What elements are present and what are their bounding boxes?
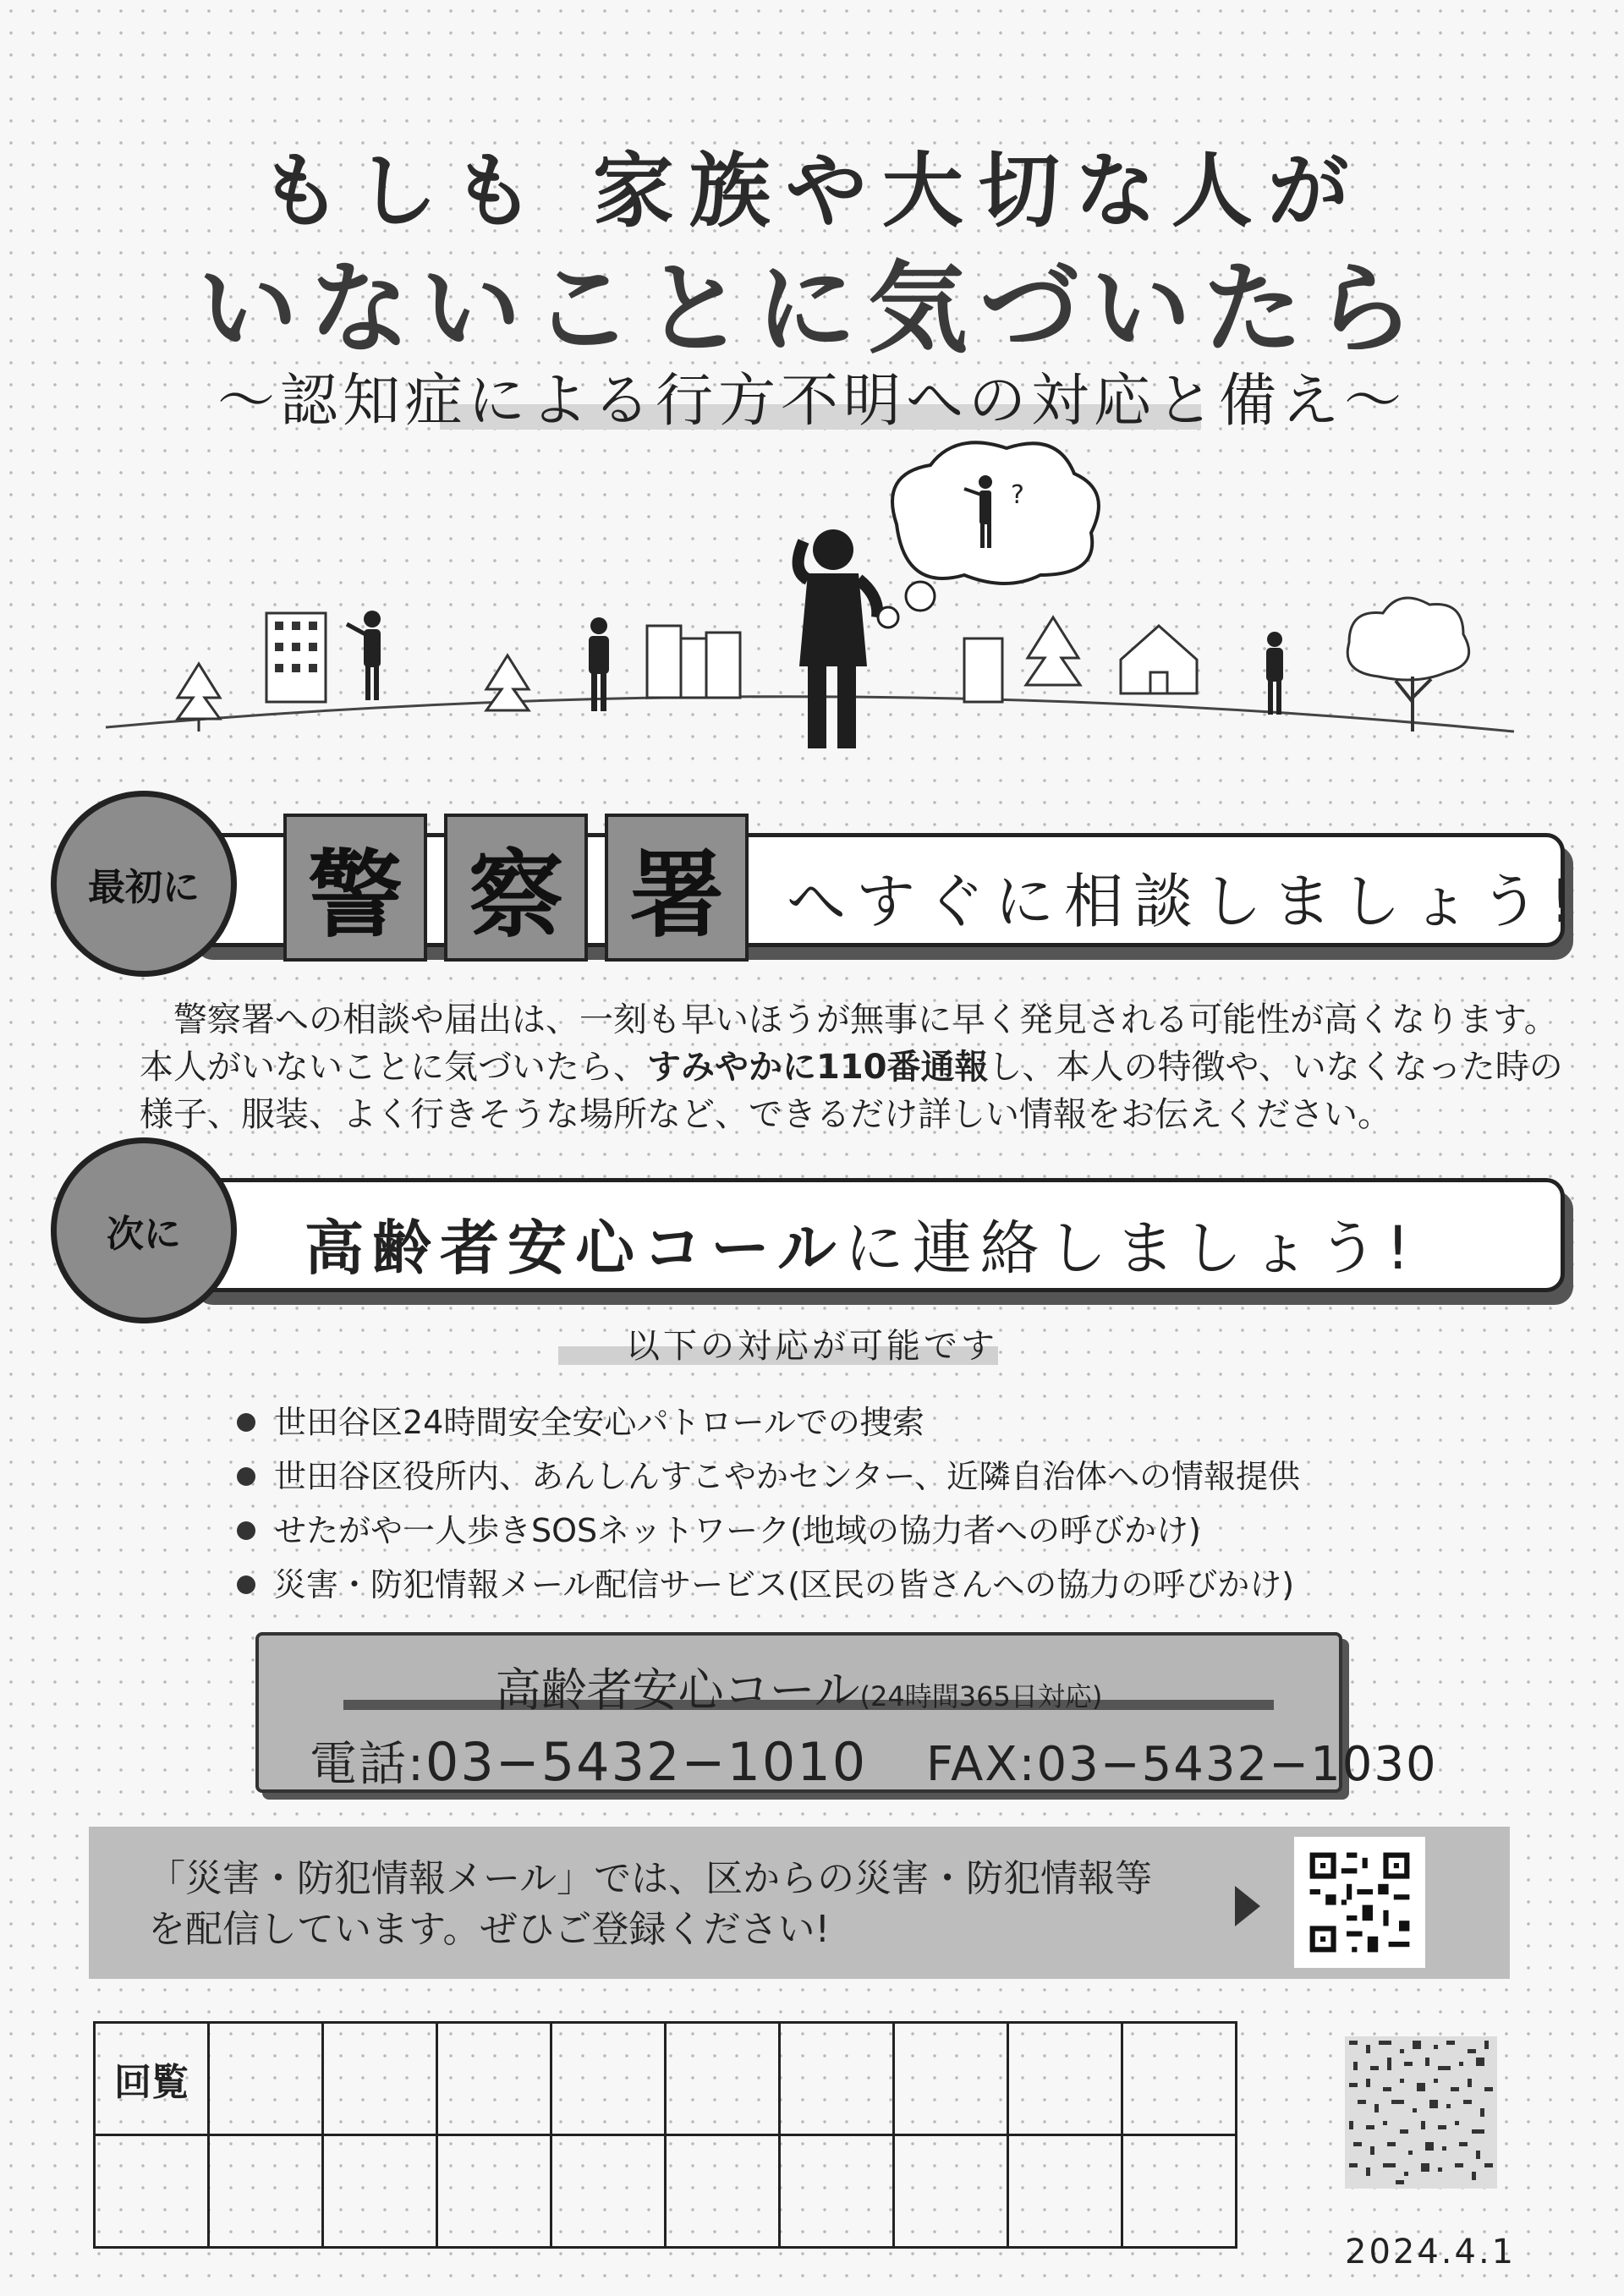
para-line-2a: 本人がいないことに気づいたら、 [140, 1048, 647, 1087]
stamp-cell[interactable] [1008, 2023, 1122, 2135]
list-item-text: せたがや一人歩きSOSネットワーク(地域の協力者への呼びかけ) [274, 1512, 1201, 1549]
thought-bubble [892, 442, 1099, 584]
list-item-text: 世田谷区役所内、あんしんすこやかセンター、近隣自治体への情報提供 [274, 1458, 1300, 1495]
list-item [237, 1449, 1300, 1504]
step2-banner-text [304, 1201, 1418, 1286]
house-icon [1121, 626, 1197, 693]
stamp-cell[interactable] [209, 2023, 323, 2135]
list-item [237, 1504, 1300, 1558]
tree-icon [1026, 617, 1080, 685]
stamp-cell[interactable] [437, 2135, 551, 2248]
qr-code[interactable] [1294, 1837, 1425, 1968]
stamp-cell[interactable] [323, 2135, 437, 2248]
bullet-icon [237, 1467, 255, 1486]
title-line-1: もしも 家族や大切な人が [260, 144, 1364, 238]
stamp-cell[interactable] [1122, 2135, 1237, 2248]
stamp-cell[interactable] [437, 2023, 551, 2135]
stamp-cell[interactable] [780, 2135, 894, 2248]
tel-label: 電話: [310, 1737, 425, 1792]
para-emphasis: すみやかに110番通報 [647, 1048, 989, 1087]
contact-title-text: 高齢者安心コール [495, 1663, 860, 1717]
list-item-text: 世田谷区24時間安全安心パトロールでの捜索 [274, 1404, 924, 1441]
main-person-silhouette-icon [798, 529, 878, 748]
step2-banner-rest: に連絡しましょう! [844, 1214, 1418, 1283]
kanji-box-3: 署 [605, 814, 749, 962]
circulation-label: 回覧 [95, 2023, 209, 2135]
fax-label: FAX: [925, 1737, 1037, 1792]
step1-circle: 最初に [51, 791, 237, 977]
circulation-table [93, 2021, 1237, 2249]
stamp-cell[interactable] [551, 2135, 666, 2248]
dot-code-icon [1345, 2036, 1497, 2189]
list-item [237, 1395, 1300, 1449]
contact-box [255, 1632, 1438, 1793]
available-heading: 以下の対応が可能です [626, 1327, 998, 1366]
mail-line-1: 「災害・防犯情報メール」では、区からの災害・防犯情報等 [148, 1857, 1153, 1900]
stamp-cell[interactable] [95, 2135, 209, 2248]
list-item [237, 1558, 1300, 1612]
person-silhouette-icon [589, 617, 609, 711]
stamp-cell[interactable] [894, 2023, 1008, 2135]
para-line-1: 警察署への相談や届出は、一刻も早いほうが無事に早く発見される可能性が高くなります。 [173, 1000, 1558, 1039]
tree-icon [1347, 598, 1468, 732]
stamp-cell[interactable] [666, 2135, 780, 2248]
fax-number: 03−5432−1030 [1036, 1737, 1438, 1792]
mail-line-2: を配信しています。ぜひご登録ください! [148, 1908, 831, 1951]
bullet-icon [237, 1413, 255, 1432]
city-illustration [93, 423, 1531, 761]
para-line-3: 様子、服装、よく行きそうな場所など、できるだけ詳しい情報をお伝えください。 [140, 1095, 1391, 1134]
person-silhouette-icon [347, 611, 381, 700]
para-line-2b: し、本人の特徴や、いなくなった時の [988, 1048, 1563, 1087]
contact-numbers [310, 1727, 1438, 1795]
stamp-cell[interactable] [551, 2023, 666, 2135]
tree-icon [486, 655, 529, 710]
person-silhouette-icon [1266, 632, 1283, 715]
para-line-2 [140, 1044, 1563, 1091]
tel-number[interactable]: 03−5432−1010 [425, 1731, 868, 1793]
qr-code-icon [1294, 1837, 1425, 1968]
stamp-cell[interactable] [1008, 2135, 1122, 2248]
subtitle: 〜認知症による行方不明への対応と備え〜 [217, 368, 1407, 435]
step1-paragraph [140, 996, 1563, 1138]
stamp-cell[interactable] [323, 2023, 437, 2135]
issue-date: 2024.4.1 [1345, 2233, 1517, 2271]
mail-info-box [89, 1827, 1510, 1979]
stamp-cell[interactable] [894, 2135, 1008, 2248]
list-item-text: 災害・防犯情報メール配信サービス(区民の皆さんへの協力の呼びかけ) [274, 1566, 1295, 1603]
svg-text:?: ? [1011, 480, 1024, 510]
bullet-icon [237, 1521, 255, 1540]
stamp-cell[interactable] [209, 2135, 323, 2248]
service-list [237, 1395, 1300, 1612]
contact-hours-note: (24時間365日対応) [859, 1680, 1103, 1712]
title-line-2: いないことに気づいたら [197, 250, 1426, 367]
stamp-cell[interactable] [666, 2023, 780, 2135]
mail-info-text [148, 1854, 1152, 1955]
step1-banner-text: へすぐに相談しましょう! [787, 867, 1584, 936]
arrow-right-icon [1235, 1886, 1260, 1926]
stamp-cell[interactable] [1122, 2023, 1237, 2135]
kanji-box-1: 警 [283, 814, 427, 962]
elderly-call-name: 高齢者安心コール [304, 1214, 845, 1283]
bullet-icon [237, 1575, 255, 1594]
step2-circle: 次に [51, 1137, 237, 1323]
stamp-cell[interactable] [780, 2023, 894, 2135]
kanji-box-2: 察 [444, 814, 588, 962]
contact-title [259, 1654, 1339, 1719]
